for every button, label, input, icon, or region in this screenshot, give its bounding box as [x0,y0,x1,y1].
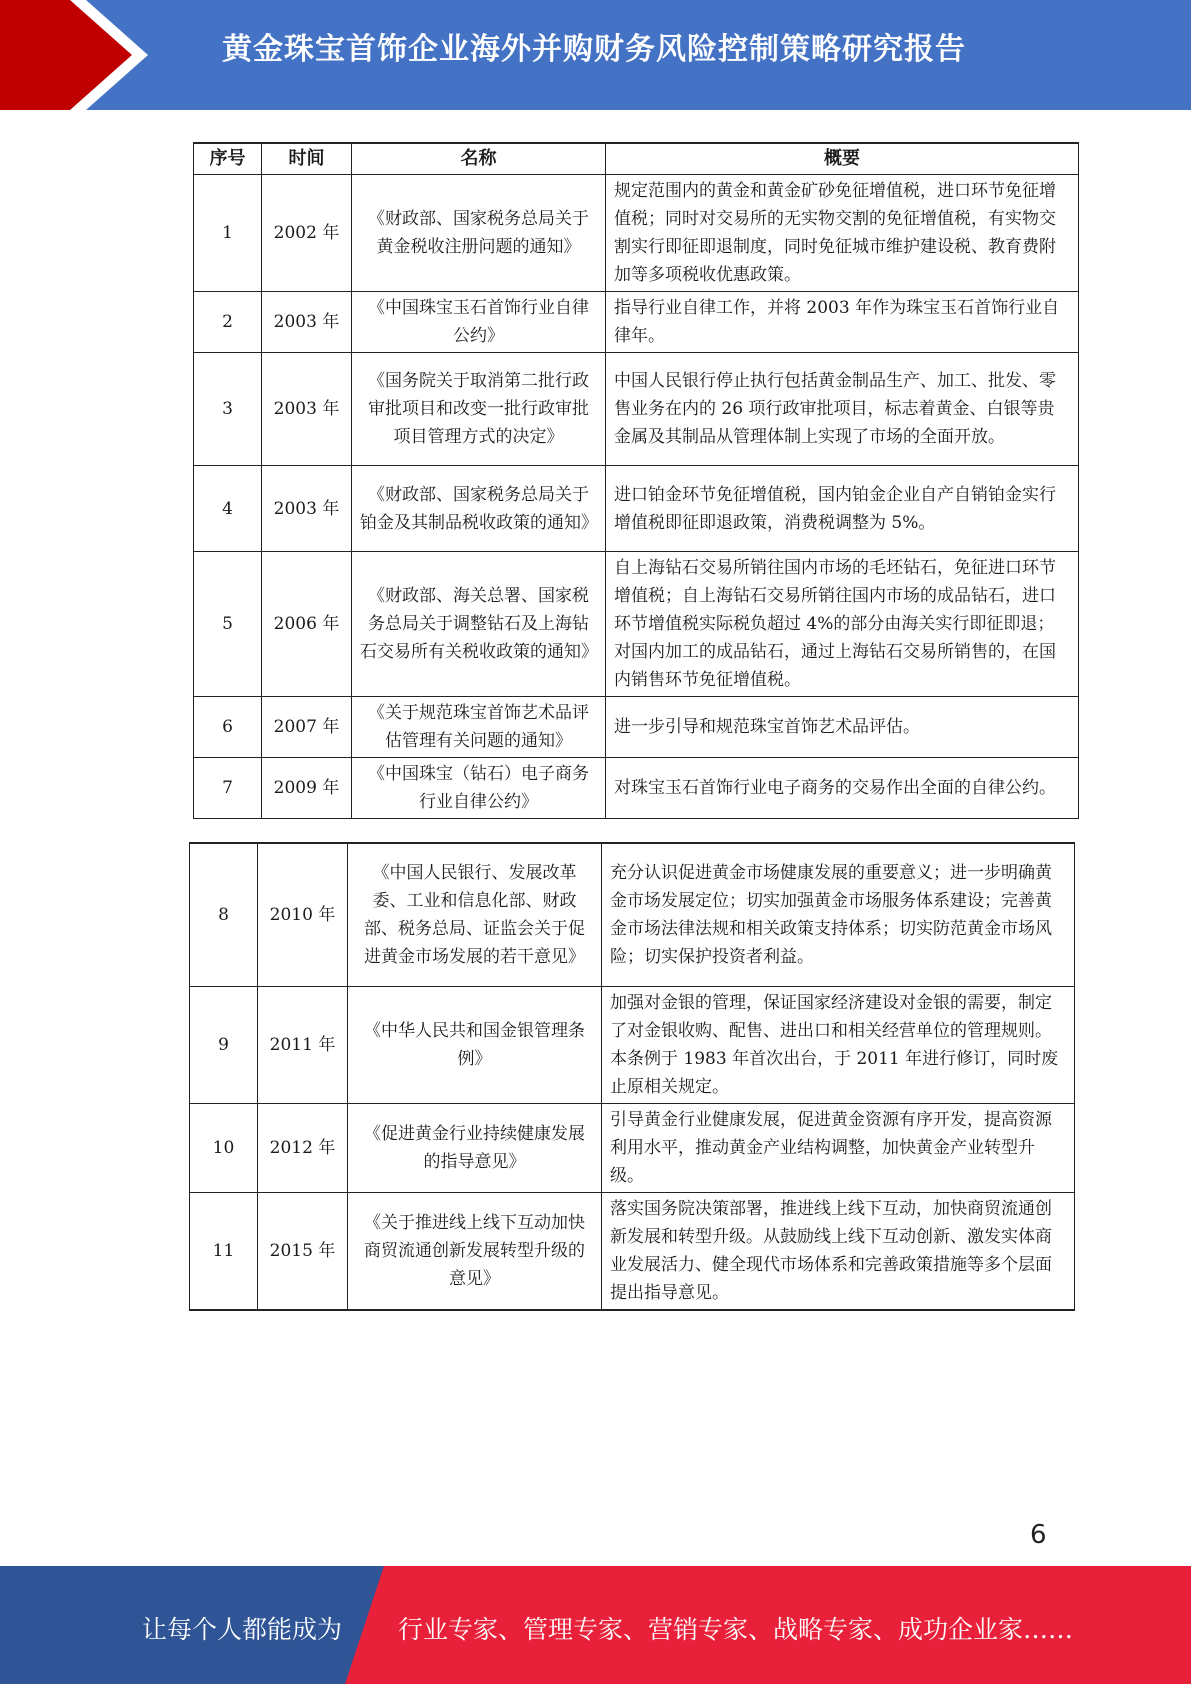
row-year: 2007 年 [262,697,352,758]
table-row [194,758,1079,819]
table-header-row [194,143,1079,175]
row-name: 《促进黄金行业持续健康发展的指导意见》 [348,1103,602,1192]
table-row [190,843,1075,986]
row-year: 2012 年 [258,1103,348,1192]
row-summary: 对珠宝玉石首饰行业电子商务的交易作出全面的自律公约。 [606,758,1079,819]
row-name: 《财政部、国家税务总局关于铂金及其制品税收政策的通知》 [352,466,606,552]
row-number: 10 [190,1103,258,1192]
row-summary: 指导行业自律工作，并将 2003 年作为珠宝玉石首饰行业自律年。 [606,292,1079,353]
row-year: 2003 年 [262,292,352,353]
row-summary: 进口铂金环节免征增值税，国内铂金企业自产自销铂金实行增值税即征即退政策，消费税调整为 5%。 [606,466,1079,552]
row-number: 3 [194,353,262,466]
footer-slogan-left: 让每个人都能成为 [142,1615,343,1644]
row-summary: 加强对金银的管理，保证国家经济建设对金银的需要，制定了对金银收购、配售、进出口和相关经营单位的管理规则。本条例于 1983 年首次出台，于 2011 年进行修订，同时废止原相关规定。 [602,986,1075,1103]
row-summary: 充分认识促进黄金市场健康发展的重要意义；进一步明确黄金市场发展定位；切实加强黄金市场服务体系建设；完善黄金市场法律法规和相关政策支持体系；切实防范黄金市场风险；切实保护投资者利益。 [602,843,1075,986]
row-number: 1 [194,175,262,292]
row-number: 9 [190,986,258,1103]
row-summary: 引导黄金行业健康发展，促进黄金资源有序开发，提高资源利用水平，推动黄金产业结构调整，加快黄金产业转型升级。 [602,1103,1075,1192]
row-year: 2006 年 [262,552,352,697]
table-row [194,175,1079,292]
row-name: 《中华人民共和国金银管理条例》 [348,986,602,1103]
table-row [194,466,1079,552]
header-time: 时间 [262,143,352,175]
page-number: 6 [1030,1520,1047,1550]
row-summary: 进一步引导和规范珠宝首饰艺术品评估。 [606,697,1079,758]
row-name: 《财政部、海关总署、国家税务总局关于调整钻石及上海钻石交易所有关税收政策的通知》 [352,552,606,697]
row-year: 2002 年 [262,175,352,292]
row-number: 5 [194,552,262,697]
row-year: 2010 年 [258,843,348,986]
table-row [194,292,1079,353]
row-number: 2 [194,292,262,353]
row-number: 7 [194,758,262,819]
table-row [190,1192,1075,1310]
row-summary: 规定范围内的黄金和黄金矿砂免征增值税，进口环节免征增值税；同时对交易所的无实物交割的免征增值税，有实物交割实行即征即退制度，同时免征城市维护建设税、教育费附加等多项税收优惠政策。 [606,175,1079,292]
header-name: 名称 [352,143,606,175]
row-summary: 自上海钻石交易所销往国内市场的毛坯钻石，免征进口环节增值税；自上海钻石交易所销往国内市场的成品钻石，进口环节增值税实际税负超过 4%的部分由海关实行即征即退；对国内加工的成品钻石，通过上海钻石交易所销售的，在国内销售环节免征增值税。 [606,552,1079,697]
row-name: 《中国珠宝玉石首饰行业自律公约》 [352,292,606,353]
row-number: 8 [190,843,258,986]
header-summary: 概要 [606,143,1079,175]
table-row [194,552,1079,697]
row-year: 2003 年 [262,466,352,552]
policy-table-continued [189,842,1075,1311]
footer-banner [0,1566,1191,1684]
row-name: 《关于规范珠宝首饰艺术品评估管理有关问题的通知》 [352,697,606,758]
document-title: 黄金珠宝首饰企业海外并购财务风险控制策略研究报告 [222,32,966,67]
row-name: 《财政部、国家税务总局关于黄金税收注册问题的通知》 [352,175,606,292]
row-number: 4 [194,466,262,552]
row-year: 2011 年 [258,986,348,1103]
table-row [190,986,1075,1103]
row-year: 2009 年 [262,758,352,819]
row-name: 《国务院关于取消第二批行政审批项目和改变一批行政审批项目管理方式的决定》 [352,353,606,466]
row-name: 《关于推进线上线下互动加快商贸流通创新发展转型升级的意见》 [348,1192,602,1310]
header-number: 序号 [194,143,262,175]
row-number: 6 [194,697,262,758]
row-year: 2003 年 [262,353,352,466]
row-name: 《中国人民银行、发展改革委、工业和信息化部、财政部、税务总局、证监会关于促进黄金市场发展的若干意见》 [348,843,602,986]
row-name: 《中国珠宝（钻石）电子商务行业自律公约》 [352,758,606,819]
table-row [194,353,1079,466]
row-year: 2015 年 [258,1192,348,1310]
table-row [190,1103,1075,1192]
policy-table [193,142,1079,819]
table-row [194,697,1079,758]
row-summary: 中国人民银行停止执行包括黄金制品生产、加工、批发、零售业务在内的 26 项行政审批项目，标志着黄金、白银等贵金属及其制品从管理体制上实现了市场的全面开放。 [606,353,1079,466]
row-summary: 落实国务院决策部署，推进线上线下互动，加快商贸流通创新发展和转型升级。从鼓励线上线下互动创新、激发实体商业发展活力、健全现代市场体系和完善政策措施等多个层面提出指导意见。 [602,1192,1075,1310]
header-banner [0,0,1191,110]
footer-slogan-right: 行业专家、管理专家、营销专家、战略专家、成功企业家…… [398,1615,1074,1644]
row-number: 11 [190,1192,258,1310]
